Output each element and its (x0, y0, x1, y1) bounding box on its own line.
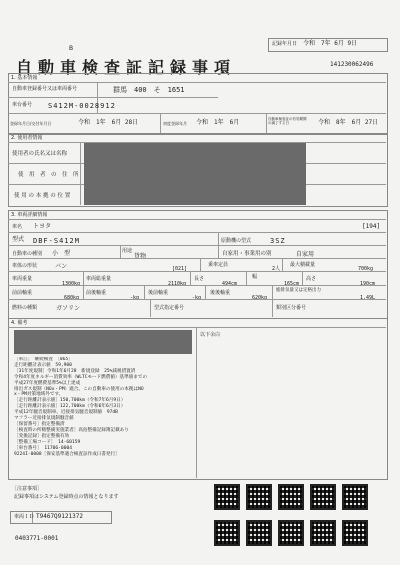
note-line: ［保留番号］指定整備済 (14, 421, 65, 427)
first-reg-value: 令和 1年 6月 28日 (78, 119, 139, 126)
chassis-row-line (8, 113, 386, 114)
base-location-label: 使 用 の 本 拠 の 位 置 (14, 193, 71, 199)
width-divider (246, 271, 247, 285)
kind-value: 小 型 (52, 250, 71, 257)
vehicle-info-heading (8, 211, 386, 220)
rear-front-axle-value: -kg (192, 295, 202, 301)
gross-value: 2110kg (168, 281, 187, 287)
note-line: ［走行距離計表示値］122,700km（令和6年6月3日） (14, 404, 126, 410)
document-number: 141230062496 (330, 61, 374, 68)
note-line: ［整備工場コード］ 14-60159 (14, 439, 81, 445)
body-label: 車体の形状 (12, 263, 38, 269)
designation-divider (150, 299, 151, 317)
remarks-heading-text: 4. 備考 (11, 320, 28, 326)
note-line: 走行距離計表示値 59,900 (14, 362, 72, 368)
note-line: 9224I-0008［保安基準適合検査証作成日書発行］ (14, 451, 120, 457)
chassis-value: S412M-0028912 (48, 102, 116, 110)
fuel-value: ガソリン (56, 305, 81, 312)
bottom-code: 0403771-0001 (15, 535, 59, 542)
qr-code-3 (278, 484, 304, 510)
maker-row-line (8, 232, 386, 233)
rear-front-axle-label: 後前軸重 (148, 290, 169, 296)
length-value: 494cm (222, 281, 238, 287)
rear-rear-axle-label: 後後軸重 (210, 290, 231, 296)
reg-row-line (8, 97, 218, 98)
body-code: [021] (172, 266, 188, 272)
front-rear-axle-label: 前後軸重 (86, 290, 107, 296)
gross-label: 車両総重量 (86, 276, 112, 282)
displacement-value: 1.49L (360, 295, 376, 301)
front-rear-axle-value: -kg (130, 295, 140, 301)
front-front-axle-label: 前前軸重 (12, 290, 33, 296)
use-value: 貨物 (134, 253, 147, 260)
note-heading: ［注意事項］ (12, 486, 43, 492)
height-value: 190cm (360, 281, 376, 287)
body-value: バン (55, 263, 68, 270)
max-load-label: 最大積載量 (290, 262, 316, 268)
maker-label: 車名 (12, 224, 23, 230)
document-title: 自動車検査証記録事項 (16, 58, 237, 77)
user-info-heading (8, 134, 386, 143)
chassis-label: 車台番号 (12, 102, 33, 108)
first-year-label: 初度登録年月 (163, 121, 187, 126)
capacity-label: 乗車定員 (208, 262, 229, 268)
note-line: ［31年度規制］令和1年6月28 新規登録 25%減税措置済 (14, 368, 136, 374)
first-reg-divider (160, 113, 161, 133)
use-label: 用途 (122, 248, 133, 254)
note-line: ［走行距離計表示値］150,700km（令和7年6月9日） (14, 398, 126, 404)
vehicle-info-heading-text: 3. 車両詳細情報 (11, 212, 48, 218)
remarks-right-label: 以下余白 (200, 332, 221, 338)
max-load-value: 700kg (358, 266, 374, 272)
user-info-redaction (84, 143, 306, 205)
qr-code-6 (214, 520, 240, 546)
fr-axle-divider (83, 285, 84, 299)
remarks-heading (8, 319, 386, 328)
note-line: ［車江］ 継続検査 ［065］ (14, 357, 73, 362)
use-divider (120, 245, 121, 258)
model-value: DBF-S412M (33, 237, 80, 245)
category-label: 類別区分番号 (276, 305, 307, 311)
record-date-label: 記録年月日 (272, 41, 298, 47)
rear-rear-axle-value: 620kg (252, 295, 268, 301)
capacity-divider (200, 258, 201, 271)
biz-divider (218, 245, 219, 258)
note-line: ［変換記録］指定整備有効 (14, 433, 70, 439)
kind-row-line (8, 258, 386, 259)
remarks-divider (196, 328, 197, 478)
note-line: x・PM対策地域外です。 (14, 392, 64, 398)
vehicle-id-value: T9467Q9121372 (36, 513, 83, 520)
qr-code-9 (310, 520, 336, 546)
fuel-label: 燃料の種類 (12, 305, 38, 311)
b-mark: B (69, 45, 74, 52)
weight-label: 車両重量 (12, 276, 33, 282)
note-line: マフラー近接排気規制騒音値 (14, 416, 74, 422)
note-text: 記録事項はシステム登録時点の情報となります (14, 494, 119, 500)
designation-label: 型式指定番号 (154, 305, 185, 311)
displacement-label: 総排気量又は定格出力 (276, 288, 321, 293)
engine-divider (218, 232, 219, 245)
height-label: 高さ (306, 276, 317, 282)
record-date-value: 令和 7年 6月 9日 (303, 40, 358, 47)
expiry-label: 自動車検査証の有効期間の満了する日 (268, 117, 307, 125)
max-load-divider (282, 258, 283, 271)
note-line: ［検査時の所轄整備実施業者］高島整備記録簿記載あり (14, 427, 129, 433)
note-line: 令和4年度ネルギー消費効率（WLTCモード燃費値）基準値までの (14, 374, 148, 380)
qr-code-4 (310, 484, 336, 510)
note-line: 平成27年度燃費基準5%以上達成 (14, 380, 81, 386)
basic-info-heading-text: 1. 基本情報 (11, 75, 38, 81)
kind-label: 自動車の種別 (12, 251, 43, 257)
qr-code-8 (278, 520, 304, 546)
width-value: 165cm (284, 281, 300, 287)
qr-code-2 (246, 484, 272, 510)
user-name-label: 使用者の氏名又は名称 (12, 151, 68, 157)
user-address-label: 使 用 者 の 住 所 (18, 172, 79, 178)
biz-value: 自家用 (296, 251, 315, 258)
category-divider (272, 299, 273, 317)
body-row-line (8, 271, 386, 272)
qr-code-1 (214, 484, 240, 510)
rr-axle-divider (205, 285, 206, 299)
width-label: 幅 (252, 274, 258, 280)
reg-number-label: 自動車登録番号又は車両番号 (12, 86, 78, 92)
note-line: 排出ガス規制（NOx・PM）適合。この自動車の使用の本拠はNO (14, 386, 144, 392)
capacity-value: 2人 (272, 266, 281, 272)
weight-row-line (8, 285, 386, 286)
maker-code: [194] (362, 223, 381, 230)
note-line: 平成12年騒音規制車、近接排気騒音規制値 97dB (14, 410, 118, 416)
remarks-redaction (14, 330, 192, 354)
user-info-heading-text: 2. 使用者情報 (11, 135, 43, 141)
disp-divider (272, 285, 273, 299)
length-divider (190, 271, 191, 285)
model-label: 型式 (12, 236, 25, 243)
rf-axle-divider (144, 285, 145, 299)
first-reg-label: 登録年月日/交付年月日 (10, 121, 52, 126)
maker-value: トヨタ (33, 223, 52, 230)
qr-code-7 (246, 520, 272, 546)
vehicle-id-label: 車両ＩＤ (14, 514, 35, 520)
reg-number-value: 群馬 400 そ 1651 (113, 86, 185, 94)
front-front-axle-value: 680kg (64, 295, 80, 301)
first-year-value: 令和 1年 6月 (196, 119, 240, 126)
weight-value: 1300kg (62, 281, 81, 287)
length-label: 長さ (194, 276, 205, 282)
note-line: ［車台番号］ 11706-0004 (14, 445, 72, 451)
engine-label: 原動機の型式 (221, 238, 252, 244)
height-divider (302, 271, 303, 285)
model-row-line (8, 245, 386, 246)
biz-label: 自家用・事業用の別 (222, 251, 272, 257)
basic-info-heading (8, 74, 386, 83)
axle-row-line (8, 299, 386, 300)
expiry-value: 令和 8年 6月 27日 (318, 119, 379, 126)
expiry-divider (266, 113, 267, 133)
user-divider (80, 142, 81, 205)
qr-code-10 (342, 520, 368, 546)
engine-value: 3SZ (270, 237, 286, 245)
gross-divider (83, 271, 84, 285)
remarks-notes (14, 357, 194, 475)
qr-code-5 (342, 484, 368, 510)
